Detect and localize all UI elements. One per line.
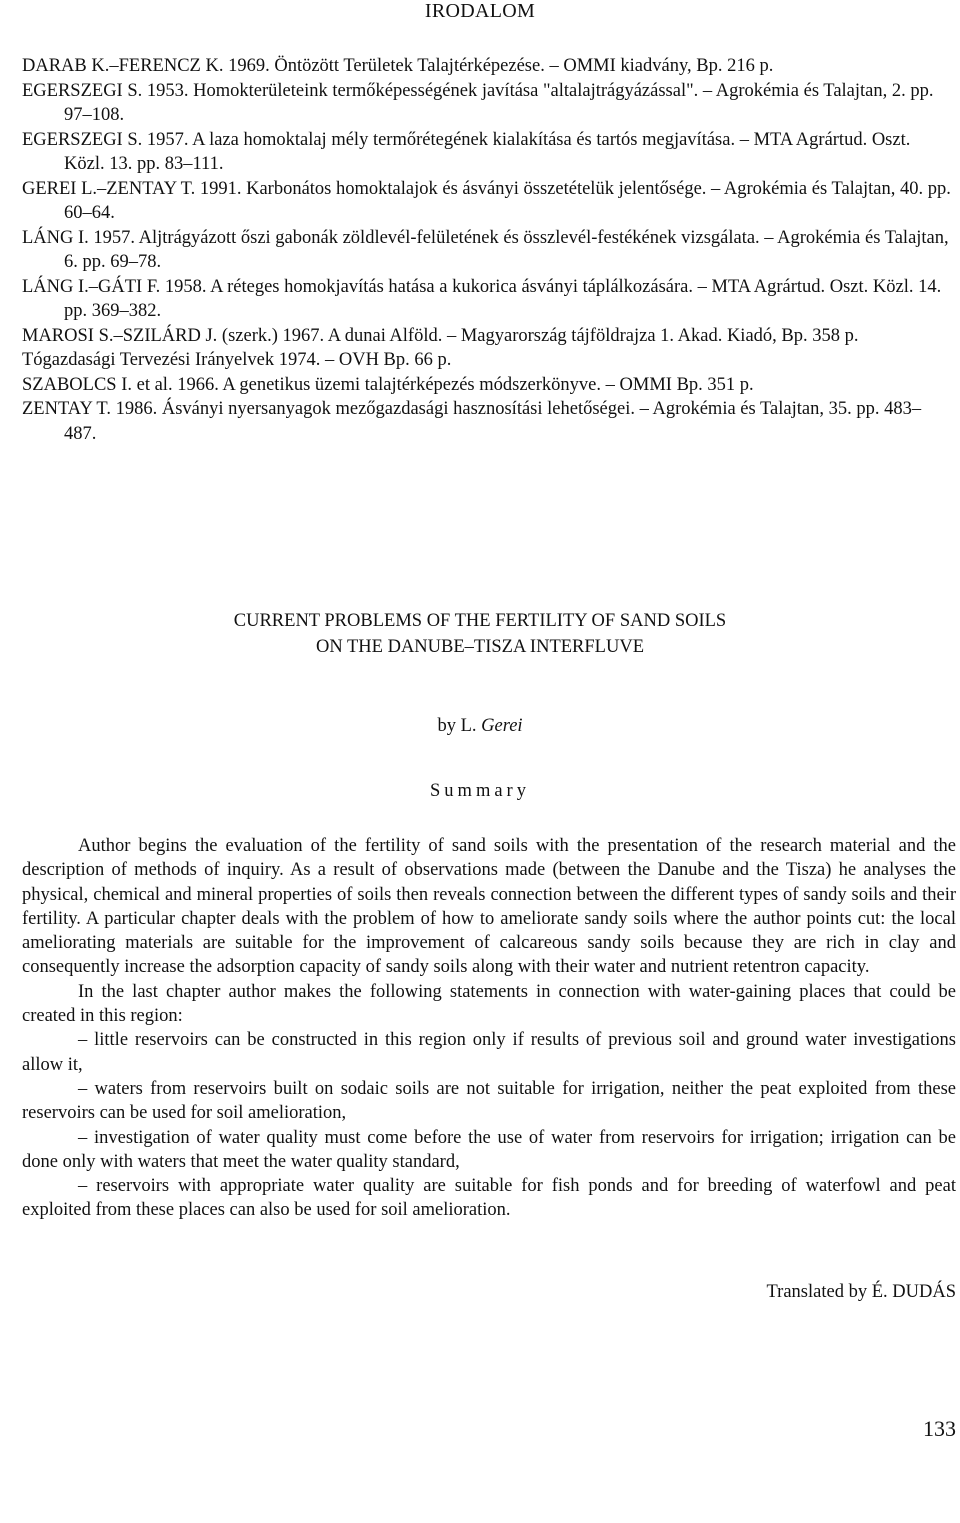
article-title-line-1: CURRENT PROBLEMS OF THE FERTILITY OF SAND SOILS — [233, 611, 727, 631]
summary-body — [22, 834, 956, 1223]
byline-prefix: by L. — [437, 716, 477, 736]
summary-paragraph: In the last chapter author makes the following statements in connection with water-gaining places that could be created in this region: — [22, 981, 956, 1027]
reference-item: SZABOLCS I. et al. 1966. A genetikus üzemi talajtérképezés módszerkönyve. – OMMI Bp. 351 p. — [22, 374, 754, 395]
translator-credit: Translated by É. DUDÁS — [766, 1282, 956, 1302]
references-heading: IRODALOM — [424, 0, 536, 22]
summary-paragraph: Author begins the evaluation of the fertility of sand soils with the presentation of the research material and the description of methods of inquiry. As a result of observations made (between the Danube and the Tisza) he analyses the physical, chemical and mineral properties of soils then reveals connection between the different types of sandy soils and their fertility. A particular chapter deals with the problem of how to ameliorate sandy soils where the author points cut: the local ameliorating materials are suitable for the improvement of calcareous sandy soils because they are rich in clay and consequently increase the adsorption capacity of sandy soils along with their water and nutrient retentron capacity. — [22, 836, 956, 978]
summary-list-item: – little reservoirs can be constructed in this region only if results of previous soil and ground water investigations allow it, — [22, 1030, 956, 1075]
reference-item: Tógazdasági Tervezési Irányelvek 1974. – OVH Bp. 66 p. — [22, 350, 452, 370]
reference-list — [22, 54, 952, 446]
article-title-line-2: ON THE DANUBE–TISZA INTERFLUVE — [315, 637, 644, 657]
summary-list-item: – waters from reservoirs built on sodaic soils are not suitable for irrigation, neither the peat exploited from these reservoirs can be used for soil amelioration, — [22, 1078, 956, 1124]
author-name: Gerei — [481, 716, 523, 736]
page-number: 133 — [923, 1416, 956, 1441]
reference-item: GEREI L.–ZENTAY T. 1991. Karbonátos homoktalajok és ásványi összetételük jelentősége. – Agrokémia és Talajtan, 40. pp. 60–64. — [22, 178, 951, 223]
reference-item: ZENTAY T. 1986. Ásványi nyersanyagok mezőgazdasági hasznosítási lehetőségei. – Agrokémia és Talajtan, 35. pp. 483–487. — [22, 399, 922, 444]
reference-item: EGERSZEGI S. 1957. A laza homoktalaj mély termőrétegének kialakítása és tartós megjavítása. – MTA Agrártud. Oszt. Közl. 13. pp. 83–111. — [22, 129, 911, 174]
summary-list-item: – investigation of water quality must come before the use of water from reservoirs for irrigation; irrigation can be done only with waters that meet the water quality standard, — [22, 1127, 956, 1172]
summary-list-item: – reservoirs with appropriate water quality are suitable for fish ponds and for breeding of waterfowl and peat exploited from these places can also be used for soil amelioration. — [22, 1176, 956, 1221]
reference-item: MAROSI S.–SZILÁRD J. (szerk.) 1967. A dunai Alföld. – Magyarország tájföldrajza 1. Akad. Kiadó, Bp. 358 p. — [22, 325, 859, 346]
reference-item: DARAB K.–FERENCZ K. 1969. Öntözött Területek Talajtérképezése. – OMMI kiadvány, Bp. 216 p. — [22, 56, 774, 76]
reference-item: EGERSZEGI S. 1953. Homokterületeink termőképességének javítása "altalajtrágyázással". – Agrokémia és Talajtan, 2. pp. 97–108. — [22, 80, 934, 125]
article-title — [0, 608, 960, 660]
byline — [0, 716, 960, 737]
reference-item: LÁNG I.–GÁTI F. 1958. A réteges homokjavítás hatása a kukorica ásványi táplálkozására. – MTA Agrártud. Oszt. Közl. 14. pp. 369–382. — [22, 276, 942, 321]
reference-item: LÁNG I. 1957. Aljtrágyázott őszi gabonák zöldlevél-felületének és összlevél-festékének vizsgálata. – Agrokémia és Talajtan, 6. pp. 69–78. — [22, 227, 949, 272]
summary-heading: Summary — [430, 781, 530, 801]
